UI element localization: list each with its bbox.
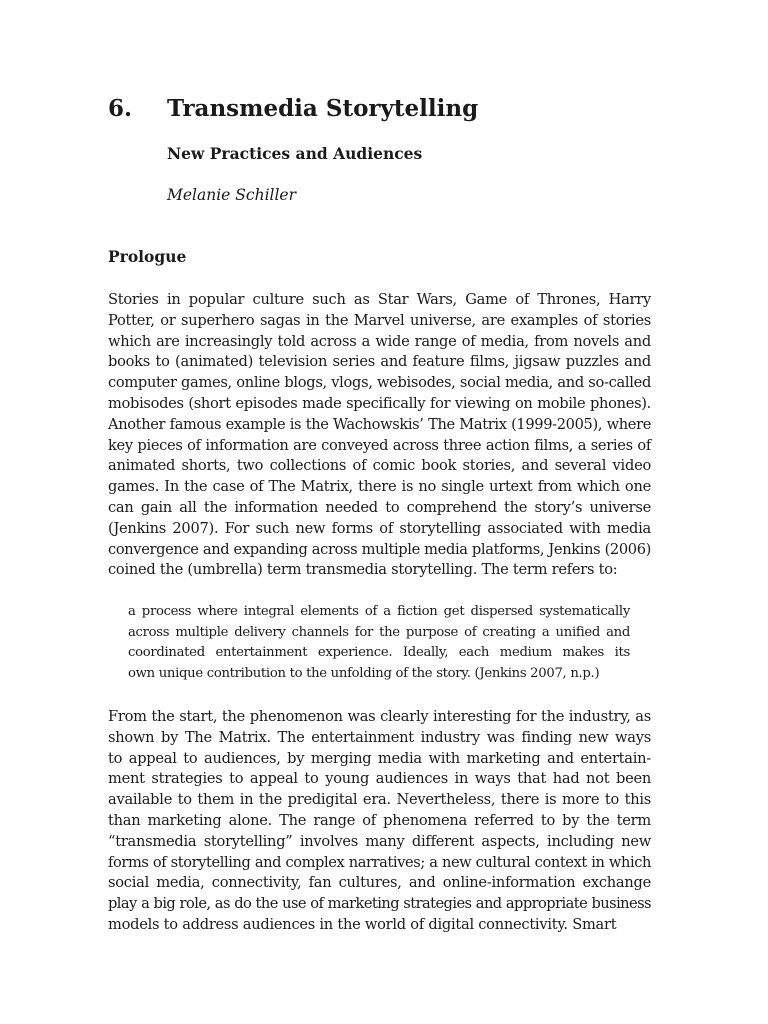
chapter-author: Melanie Schiller xyxy=(167,186,297,204)
text-line: to appeal to audiences, by merging media with marketing and entertain- xyxy=(108,749,651,767)
text-line: “transmedia storytelling” involves many different aspects, including new xyxy=(108,832,651,850)
text-line: forms of storytelling and complex narratives; a new cultural context in which xyxy=(108,853,651,871)
text-line: available to them in the predigital era. Nevertheless, there is more to this xyxy=(108,791,651,809)
quote-line: a process where integral elements of a fiction get dispersed systematically xyxy=(128,604,630,619)
text-line: convergence and expanding across multiple media platforms, Jenkins (2006) xyxy=(108,540,651,558)
quote-line: own unique contribution to the unfolding of the story. (Jenkins 2007, n.p.) xyxy=(128,665,600,681)
text-line: From the start, the phenomenon was clearly interesting for the industry, as xyxy=(108,708,651,725)
text-line: shown by The Matrix. The entertainment industry was finding new ways xyxy=(108,728,651,746)
text-line: computer games, online blogs, vlogs, webisodes, social media, and so-called xyxy=(108,374,651,392)
text-line: key pieces of information are conveyed across three action films, a series of xyxy=(108,436,651,454)
quote-line: across multiple delivery channels for the purpose of creating a unified and xyxy=(128,624,630,640)
chapter-subtitle: New Practices and Audiences xyxy=(167,144,423,163)
text-line: play a big role, as do the use of marketing strategies and appropriate business xyxy=(108,895,651,913)
text-line: mobisodes (short episodes made specifically for viewing on mobile phones). xyxy=(108,394,651,412)
text-line: Stories in popular culture such as Star Wars, Game of Thrones, Harry xyxy=(108,291,651,308)
text-line: than marketing alone. The range of phenomena referred to by the term xyxy=(108,811,651,829)
section-heading: Prologue xyxy=(108,247,187,266)
text-line: Another famous example is the Wachowskis’ The Matrix (1999-2005), where xyxy=(108,415,651,433)
text-line: can gain all the information needed to comprehend the story’s universe xyxy=(108,498,651,516)
text-line: (Jenkins 2007). For such new forms of storytelling associated with media xyxy=(108,519,651,537)
text-line: ment strategies to appeal to young audiences in ways that had not been xyxy=(108,770,651,788)
text-line: models to address audiences in the world of digital connectivity. Smart xyxy=(108,915,617,933)
text-line: books to (animated) television series and feature films, jigsaw puzzles and xyxy=(108,353,651,371)
text-line: animated shorts, two collections of comic book stories, and several video xyxy=(108,457,651,475)
chapter-title: Transmedia Storytelling xyxy=(167,95,479,122)
text-line: Potter, or superhero sagas in the Marvel universe, are examples of stories xyxy=(108,311,651,329)
block-quote xyxy=(128,602,630,684)
quote-line: coordinated entertainment experience. Ideally, each medium makes its xyxy=(128,645,630,661)
body-paragraph-2 xyxy=(108,707,651,936)
body-paragraph-1 xyxy=(108,290,651,581)
text-line: which are increasingly told across a wide range of media, from novels and xyxy=(108,332,651,350)
text-line: games. In the case of The Matrix, there is no single urtext from which one xyxy=(108,478,651,496)
chapter-number: 6. xyxy=(108,95,133,122)
text-line: social media, connectivity, fan cultures, and online-information exchange xyxy=(108,874,651,892)
text-line: coined the (umbrella) term transmedia storytelling. The term refers to: xyxy=(108,561,618,579)
